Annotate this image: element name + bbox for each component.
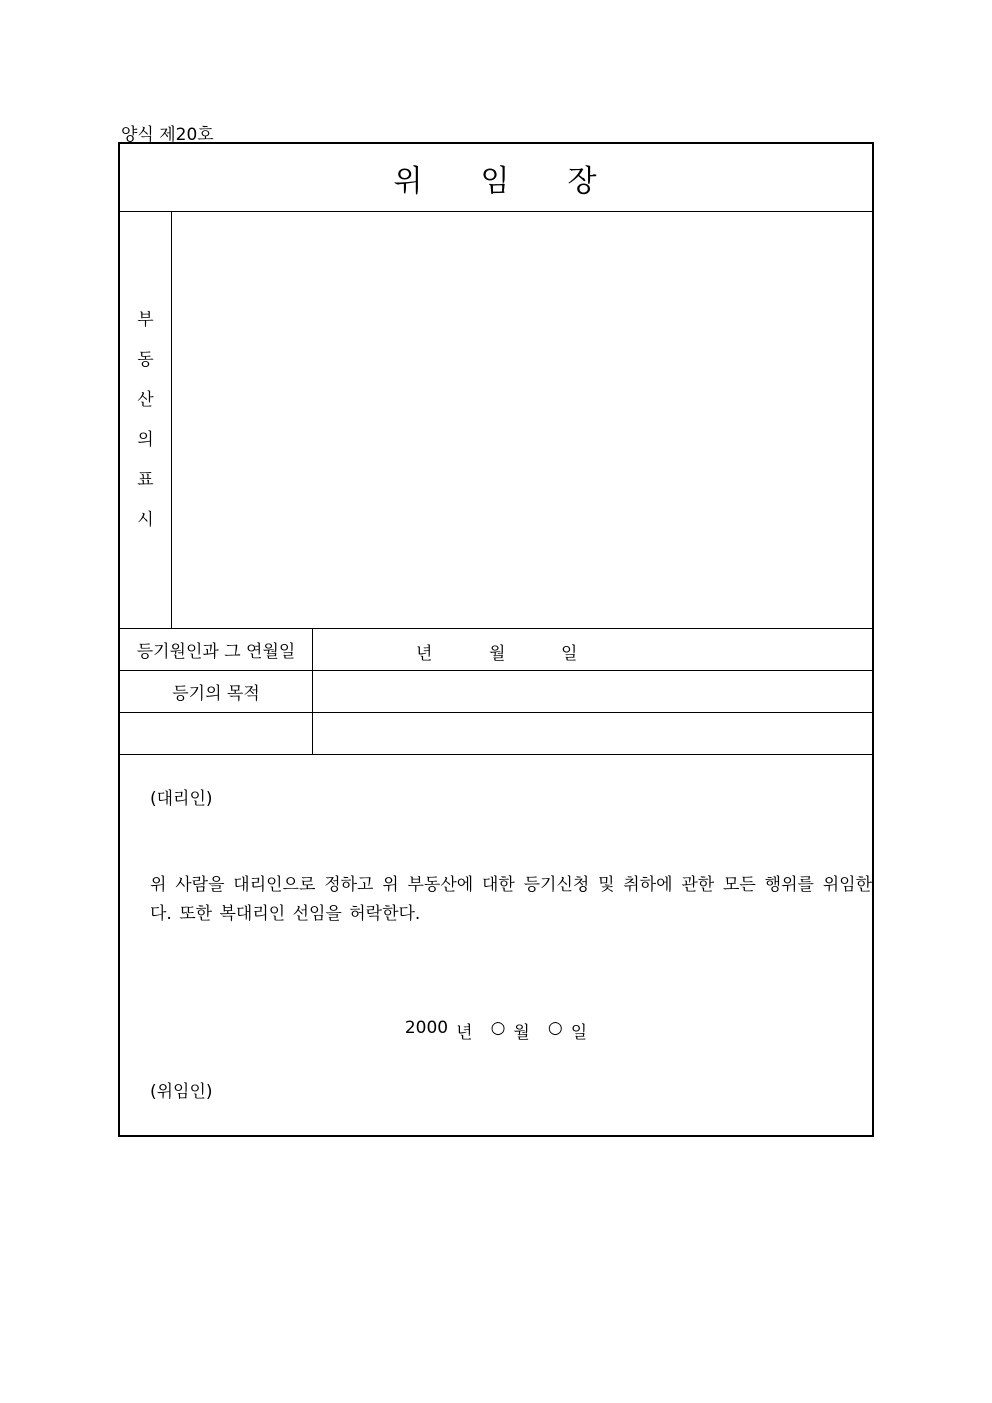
principal-label: (위임인) <box>150 1082 213 1102</box>
blank-row-field[interactable] <box>313 713 872 754</box>
delegation-statement: 위 사람을 대리인으로 정하고 위 부동산에 대한 등기신청 및 취하에 관한 모든 행위를 위임한다. 또한 복대리인 선임을 허락한다. <box>150 875 872 924</box>
signing-date <box>120 1018 872 1043</box>
registration-cause-row <box>120 629 872 671</box>
sign-month-unit: 월 <box>513 1023 530 1043</box>
registration-cause-label: 등기원인과 그 연월일 <box>120 629 313 670</box>
sign-year: 2000 <box>404 1018 449 1038</box>
agent-label: (대리인) <box>150 789 213 809</box>
form-number: 양식 제20호 <box>121 125 214 145</box>
year-unit: 년 <box>416 644 433 664</box>
sign-day: ○ <box>547 1018 563 1038</box>
label-char: 산 <box>137 389 154 410</box>
sign-day-unit: 일 <box>570 1023 588 1043</box>
label-char: 부 <box>137 309 154 330</box>
day-unit: 일 <box>561 644 578 664</box>
registration-purpose-field[interactable] <box>313 671 872 712</box>
label-char: 표 <box>137 469 154 490</box>
property-display-label <box>120 211 172 629</box>
blank-row-label[interactable] <box>120 713 313 754</box>
month-unit: 월 <box>489 644 506 664</box>
label-char: 의 <box>137 429 154 450</box>
blank-row <box>120 713 872 755</box>
title-char: 임 <box>480 163 512 199</box>
label-char: 시 <box>137 509 154 530</box>
registration-purpose-row <box>120 671 872 713</box>
registration-cause-date-field[interactable] <box>313 629 872 670</box>
document-title <box>120 144 872 212</box>
property-description-field[interactable] <box>172 211 872 629</box>
sign-month: ○ <box>490 1018 506 1038</box>
power-of-attorney-form <box>118 142 874 1137</box>
title-char: 위 <box>393 163 425 199</box>
title-char: 장 <box>567 163 599 199</box>
label-char: 동 <box>137 349 154 370</box>
sign-year-unit: 년 <box>456 1023 473 1043</box>
registration-purpose-label: 등기의 목적 <box>120 671 313 712</box>
